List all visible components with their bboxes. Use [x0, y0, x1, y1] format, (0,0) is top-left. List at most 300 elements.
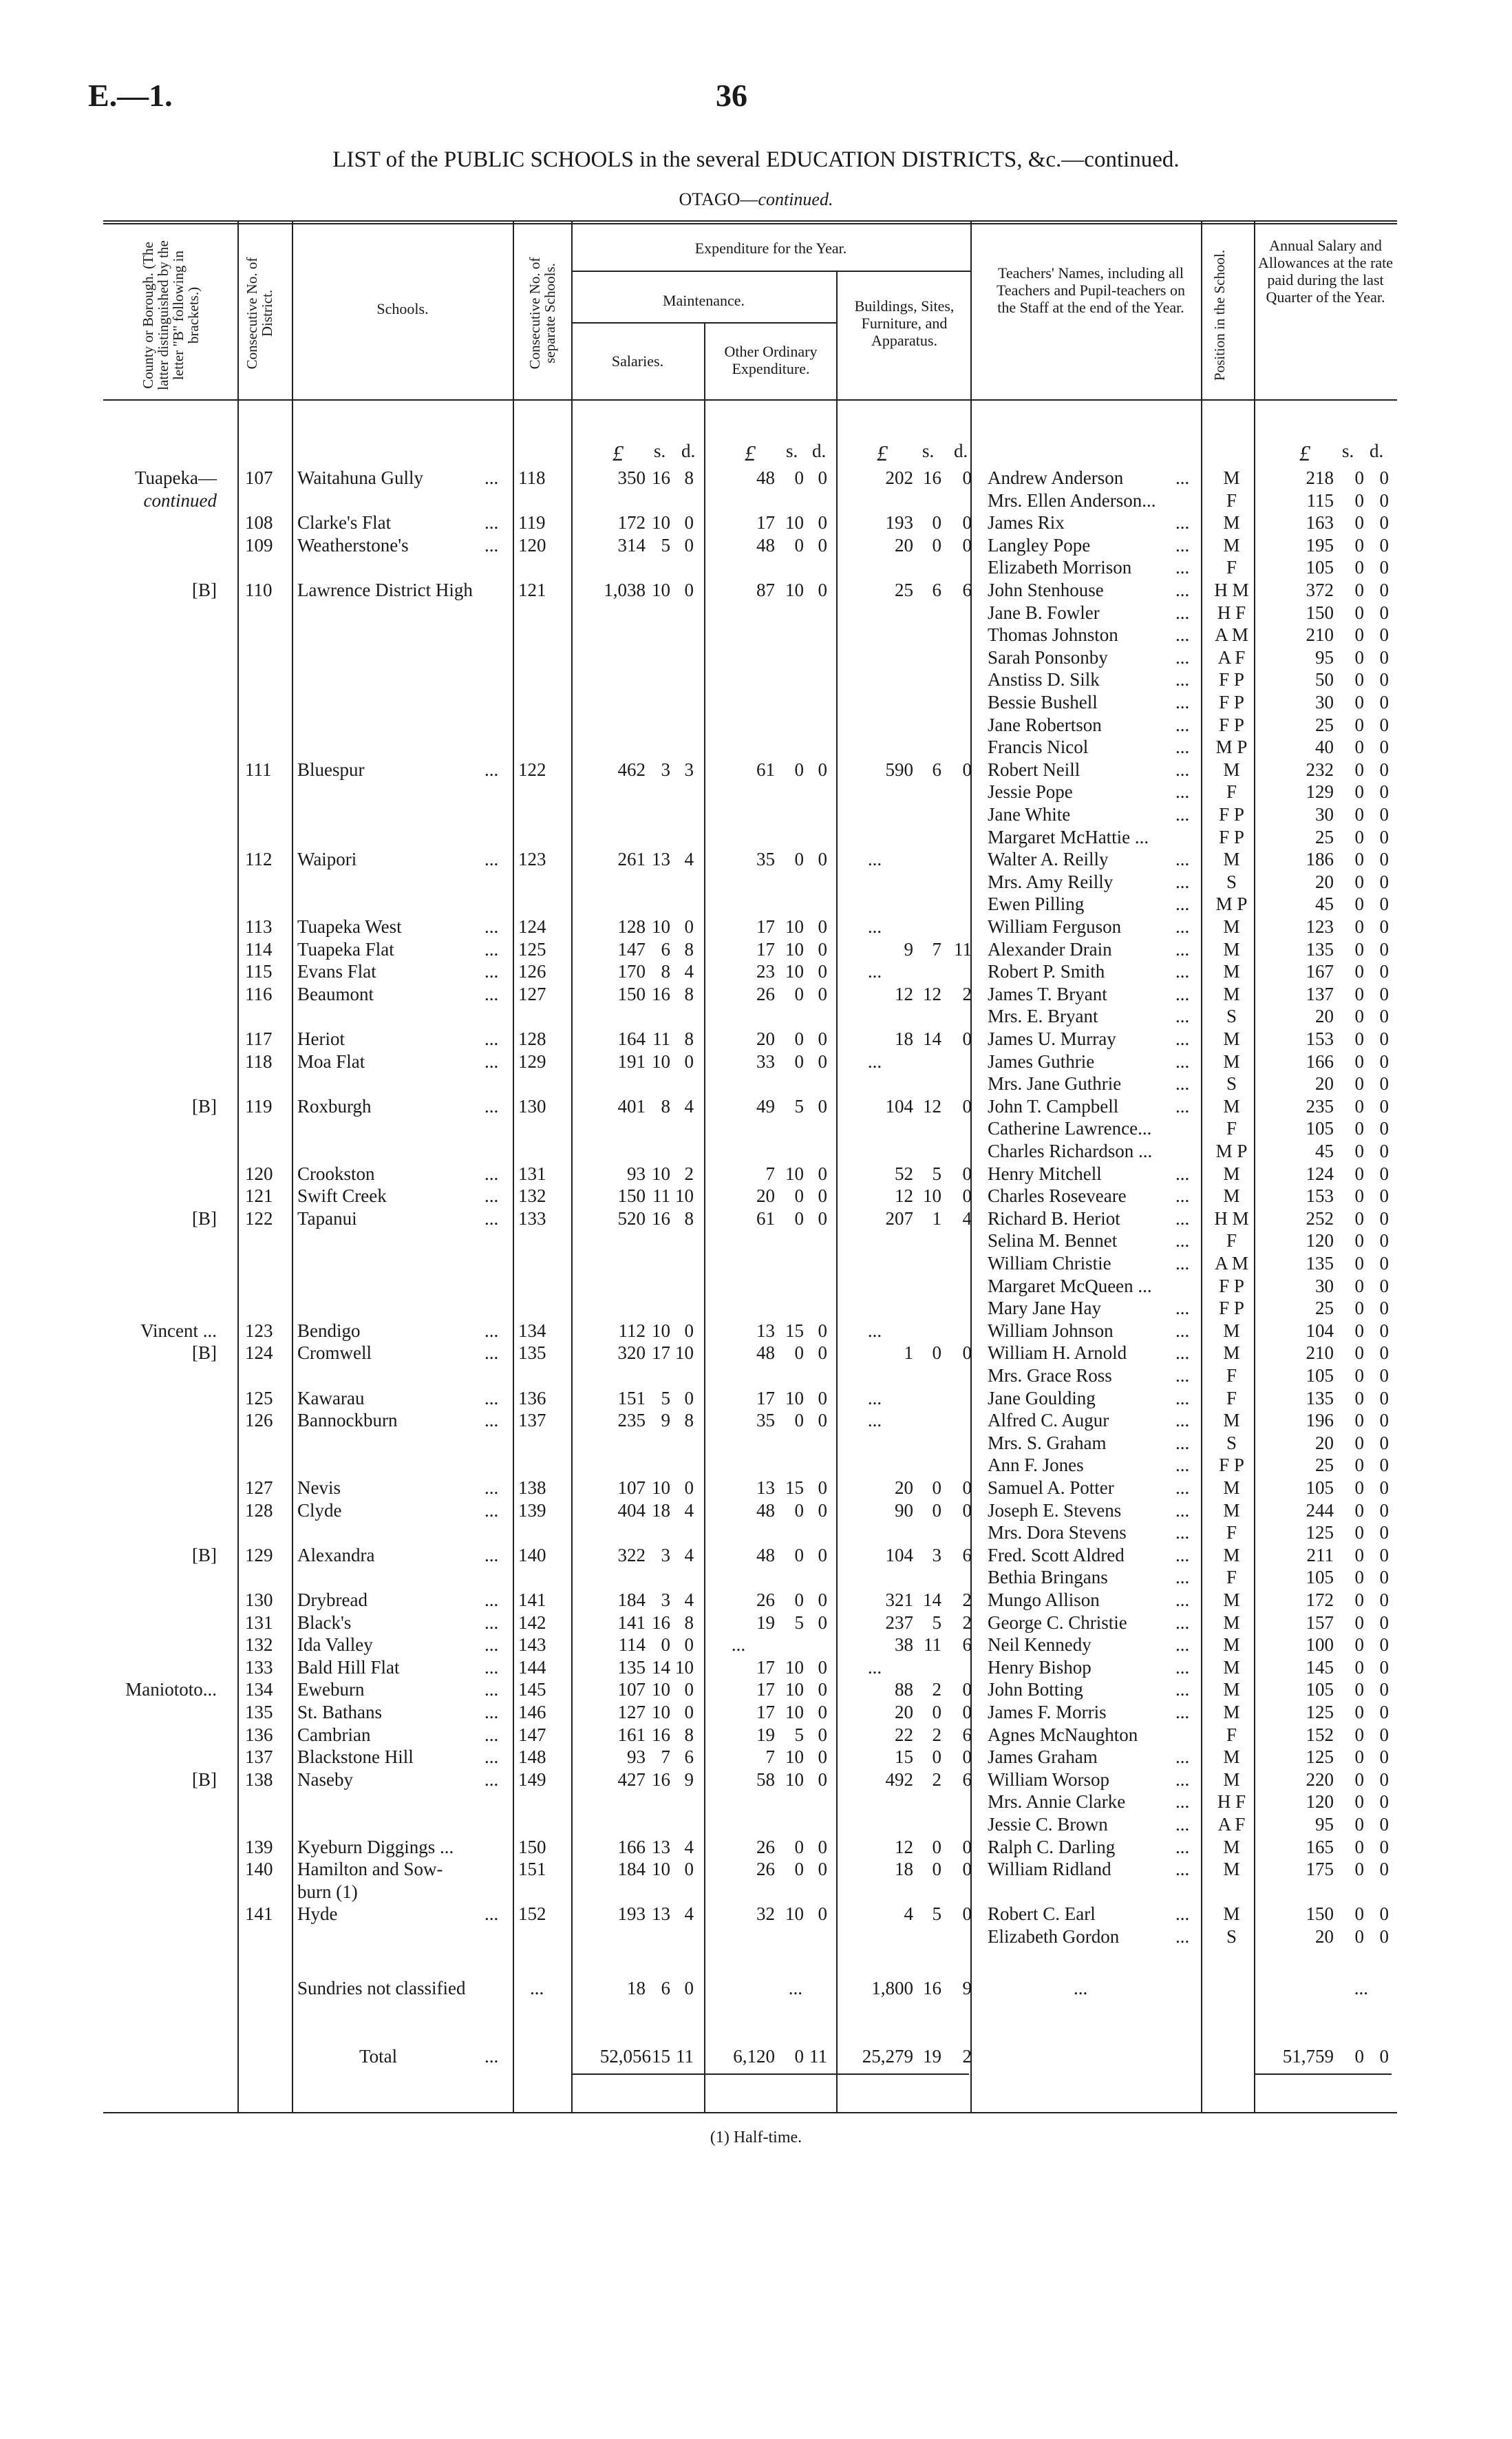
- other-expenditure-pounds: 26: [756, 1836, 775, 1857]
- other-expenditure-shillings: 10: [785, 1768, 804, 1790]
- total-buildings-pounds: 25,279: [862, 2046, 913, 2067]
- salary-shillings: 17: [652, 1342, 670, 1364]
- salary-pounds: 350: [617, 467, 646, 488]
- table-row: [0, 1364, 1512, 1386]
- sundries-salary-shillings: 6: [661, 1978, 670, 1998]
- buildings-pounds: 90: [895, 1499, 913, 1521]
- buildings-pence: 0: [962, 1095, 972, 1117]
- school-name: Cambrian: [297, 1724, 371, 1745]
- teacher-name: William Worsop: [988, 1768, 1109, 1790]
- school-leader-dots: ...: [485, 1612, 499, 1633]
- table-row: [0, 489, 1512, 511]
- buildings-pence: 6: [962, 1634, 972, 1656]
- other-expenditure-shillings: 0: [794, 534, 804, 556]
- table-row: [0, 602, 1512, 624]
- school-name: Swift Creek: [297, 1185, 387, 1207]
- salary-pounds: 135: [617, 1656, 646, 1678]
- annual-salary-shillings: 0: [1354, 580, 1364, 600]
- teacher-leader-dots: ...: [1175, 1455, 1190, 1476]
- teacher-name: William Christie: [988, 1253, 1111, 1274]
- teacher-leader-dots: ...: [1175, 602, 1190, 623]
- annual-salary-shillings: 0: [1354, 1567, 1364, 1588]
- position-code: S: [1226, 1073, 1237, 1095]
- salary-shillings: 10: [652, 1477, 670, 1498]
- annual-salary-pounds: 45: [1315, 1141, 1334, 1161]
- county-label: [B]: [192, 1207, 217, 1229]
- salary-pence: 8: [684, 1612, 694, 1633]
- teacher-leader-dots: ...: [1175, 894, 1190, 915]
- teacher-leader-dots: ...: [1175, 1768, 1190, 1790]
- annual-salary-shillings: 0: [1354, 1185, 1364, 1207]
- teacher-name: Francis Nicol: [988, 737, 1089, 758]
- buildings-pounds: 1: [904, 1342, 913, 1364]
- buildings-pence: 2: [962, 983, 972, 1004]
- buildings-pounds: 237: [885, 1612, 913, 1633]
- annual-salary-shillings: 0: [1354, 714, 1364, 735]
- annual-salary-pounds: 45: [1315, 894, 1334, 915]
- school-leader-dots: ...: [485, 1679, 499, 1700]
- teacher-name: Jane Goulding: [988, 1387, 1096, 1408]
- position-code: F P: [1219, 804, 1244, 825]
- salary-pounds: 150: [617, 983, 646, 1004]
- teacher-leader-dots: ...: [1175, 1746, 1190, 1768]
- total-top-rule-right: [1254, 2073, 1392, 2075]
- unit-pence: d.: [681, 441, 696, 461]
- buildings-pence: 0: [962, 759, 972, 780]
- district-number: 120: [245, 1163, 273, 1184]
- school-name: Tuapeka Flat: [297, 938, 394, 960]
- salary-pounds: 93: [627, 1163, 646, 1184]
- annual-salary-pence: 0: [1379, 714, 1389, 735]
- buildings-shillings: 0: [932, 1342, 941, 1364]
- total-salary-pounds: 52,056: [599, 2046, 651, 2067]
- other-expenditure-shillings: 10: [785, 1656, 804, 1678]
- salary-pounds: 462: [617, 759, 646, 780]
- school-leader-dots: ...: [485, 1768, 499, 1790]
- school-leader-dots: ...: [485, 1163, 499, 1184]
- annual-salary-pence: 0: [1379, 1073, 1389, 1095]
- other-expenditure-pounds: 17: [756, 1656, 775, 1678]
- buildings-shillings: 12: [923, 983, 941, 1004]
- other-expenditure-pence: 0: [818, 1724, 827, 1745]
- annual-salary-pounds: 25: [1315, 1455, 1334, 1476]
- other-expenditure-pounds: 17: [756, 1702, 775, 1722]
- annual-salary-shillings: 0: [1354, 1320, 1364, 1341]
- teacher-name: Mrs. Grace Ross: [988, 1365, 1112, 1386]
- salary-pence: 0: [684, 534, 694, 556]
- annual-salary-pence: 0: [1379, 646, 1389, 668]
- sundries-teacher-blank: ...: [1074, 1978, 1088, 1998]
- teacher-leader-dots: ...: [1175, 1073, 1190, 1095]
- position-code: F: [1226, 1230, 1237, 1252]
- school-number: 137: [518, 1410, 546, 1431]
- table-row: [0, 1813, 1512, 1835]
- table-row: [0, 1297, 1512, 1319]
- annual-salary-pounds: 105: [1306, 557, 1334, 578]
- teacher-leader-dots: ...: [1175, 1298, 1190, 1319]
- school-leader-dots: ...: [485, 1702, 499, 1722]
- table-row: [0, 1387, 1512, 1409]
- annual-salary-pounds: 235: [1306, 1095, 1334, 1117]
- teacher-name: Jane B. Fowler: [988, 602, 1100, 623]
- school-number: 136: [518, 1387, 546, 1408]
- table-row: [0, 1005, 1512, 1027]
- table-row: [0, 1432, 1512, 1454]
- salary-pounds: 93: [627, 1746, 646, 1768]
- teacher-name: Andrew Anderson: [988, 467, 1124, 488]
- table-row: [0, 1701, 1512, 1723]
- teacher-name: Anstiss D. Silk: [988, 669, 1100, 690]
- salary-shillings: 10: [652, 512, 670, 534]
- table-row: [0, 1163, 1512, 1185]
- district-number: 136: [245, 1724, 273, 1745]
- school-name: Blackstone Hill: [297, 1746, 414, 1768]
- buildings-pounds: 202: [885, 467, 913, 488]
- salary-pounds: 193: [617, 1903, 646, 1925]
- teacher-name: Catherine Lawrence...: [988, 1118, 1152, 1139]
- sundries-row: [0, 1977, 1512, 1999]
- other-expenditure-pounds: 49: [756, 1095, 775, 1117]
- annual-salary-shillings: 0: [1354, 1410, 1364, 1431]
- position-code: A M: [1215, 624, 1248, 646]
- annual-salary-pounds: 232: [1306, 759, 1334, 780]
- total-label: Total: [359, 2046, 398, 2067]
- salary-pounds: 191: [617, 1050, 646, 1072]
- buildings-shillings: 0: [932, 1746, 941, 1768]
- annual-salary-pounds: 244: [1306, 1499, 1334, 1521]
- position-code: F: [1226, 1118, 1237, 1139]
- district-number: 119: [245, 1095, 273, 1117]
- other-expenditure-pence: 0: [818, 534, 827, 556]
- annual-salary-pence: 0: [1379, 1365, 1389, 1386]
- school-number: 144: [518, 1656, 546, 1678]
- annual-salary-pounds: 30: [1315, 804, 1334, 825]
- buildings-blank: ...: [867, 1387, 882, 1408]
- buildings-blank: ...: [867, 1320, 882, 1341]
- total-dots: ...: [485, 2046, 499, 2067]
- annual-salary-pence: 0: [1379, 1926, 1389, 1947]
- annual-salary-shillings: 0: [1354, 1028, 1364, 1049]
- school-name: Hyde: [297, 1903, 338, 1925]
- other-expenditure-pence: 0: [818, 983, 827, 1004]
- buildings-shillings: 11: [924, 1634, 941, 1656]
- annual-salary-shillings: 0: [1354, 1477, 1364, 1498]
- position-code: F P: [1219, 669, 1244, 690]
- teacher-name: Mary Jane Hay: [988, 1298, 1101, 1319]
- position-code: M: [1223, 1477, 1240, 1498]
- annual-salary-pounds: 25: [1315, 714, 1334, 735]
- table-top-rule: [103, 220, 1397, 222]
- table-row: [0, 714, 1512, 736]
- teacher-name: William H. Arnold: [988, 1342, 1127, 1364]
- annual-salary-shillings: 0: [1354, 781, 1364, 803]
- salary-pence: 0: [684, 1702, 694, 1722]
- school-name: Black's: [297, 1612, 352, 1633]
- sundries-buildings-pounds: 1,800: [871, 1978, 913, 1998]
- county-label: [B]: [192, 1342, 217, 1364]
- annual-salary-pence: 0: [1379, 894, 1389, 915]
- annual-salary-pence: 0: [1379, 1567, 1389, 1588]
- table-row: [0, 1746, 1512, 1768]
- annual-salary-pence: 0: [1379, 1612, 1389, 1633]
- teacher-leader-dots: ...: [1175, 1028, 1190, 1049]
- teacher-leader-dots: ...: [1175, 1006, 1190, 1027]
- total-annual-shillings: 0: [1354, 2046, 1364, 2067]
- annual-salary-pence: 0: [1379, 602, 1389, 623]
- school-number: 147: [518, 1724, 546, 1745]
- salary-pence: 4: [684, 1590, 694, 1610]
- school-name: Waipori: [297, 849, 357, 870]
- buildings-shillings: 0: [932, 1859, 941, 1880]
- teacher-name: Robert P. Smith: [988, 961, 1105, 982]
- teacher-name: John Stenhouse: [988, 580, 1104, 600]
- other-expenditure-pounds: 26: [756, 1859, 775, 1880]
- teacher-name: Ralph C. Darling: [988, 1836, 1116, 1857]
- annual-salary-pounds: 30: [1315, 1275, 1334, 1296]
- teacher-name: James F. Morris: [988, 1702, 1107, 1722]
- salary-shillings: 16: [652, 467, 670, 488]
- annual-salary-pounds: 150: [1306, 1903, 1334, 1925]
- annual-salary-pence: 0: [1379, 1656, 1389, 1678]
- annual-salary-pounds: 129: [1306, 781, 1334, 803]
- buildings-pence: 0: [962, 1746, 972, 1768]
- salary-pence: 6: [684, 1746, 694, 1768]
- annual-salary-pence: 0: [1379, 580, 1389, 600]
- county-continued: continued: [143, 489, 217, 511]
- salary-shillings: 16: [652, 1768, 670, 1790]
- annual-salary-shillings: 0: [1354, 1118, 1364, 1139]
- position-code: F: [1226, 1567, 1237, 1588]
- salary-pence: 4: [684, 849, 694, 870]
- buildings-pounds: 590: [885, 759, 913, 780]
- district-number: 140: [245, 1859, 273, 1880]
- table-row: [0, 1207, 1512, 1229]
- salary-pence: 0: [684, 1477, 694, 1498]
- district-number: 115: [245, 961, 273, 982]
- other-expenditure-shillings: 0: [794, 983, 804, 1004]
- teacher-leader-dots: ...: [1175, 557, 1190, 578]
- other-expenditure-shillings: 10: [785, 1679, 804, 1700]
- annual-salary-pence: 0: [1379, 1836, 1389, 1857]
- sundries-buildings-pence: 9: [962, 1978, 972, 1998]
- school-number: 133: [518, 1207, 546, 1229]
- annual-salary-shillings: 0: [1354, 961, 1364, 982]
- table-row: [0, 579, 1512, 601]
- district-number: 129: [245, 1544, 273, 1565]
- annual-salary-shillings: 0: [1354, 759, 1364, 780]
- annual-salary-shillings: 0: [1354, 1679, 1364, 1700]
- annual-salary-pence: 0: [1379, 1859, 1389, 1880]
- school-name: Moa Flat: [297, 1050, 365, 1072]
- buildings-shillings: 7: [932, 938, 941, 960]
- buildings-pounds: 9: [904, 938, 913, 960]
- annual-salary-pence: 0: [1379, 938, 1389, 960]
- other-expenditure-pence: 0: [818, 1702, 827, 1722]
- salary-pounds: 166: [617, 1836, 646, 1857]
- table-row: [0, 759, 1512, 781]
- annual-salary-pounds: 40: [1315, 737, 1334, 758]
- salary-pounds: 184: [617, 1590, 646, 1610]
- school-number: 128: [518, 1028, 546, 1049]
- table-row: [0, 1320, 1512, 1342]
- buildings-shillings: 14: [923, 1590, 941, 1610]
- buildings-shillings: 16: [923, 467, 941, 488]
- school-name: Tuapeka West: [297, 916, 402, 937]
- other-expenditure-pounds: 20: [756, 1185, 775, 1207]
- annual-salary-shillings: 0: [1354, 1791, 1364, 1813]
- header-other-expenditure: Other Ordinary Expenditure.: [724, 343, 818, 377]
- annual-salary-shillings: 0: [1354, 1746, 1364, 1768]
- position-code: M: [1223, 1903, 1240, 1925]
- other-expenditure-shillings: 10: [785, 1702, 804, 1722]
- school-leader-dots: ...: [485, 1544, 499, 1565]
- annual-salary-shillings: 0: [1354, 489, 1364, 511]
- buildings-pence: 2: [962, 1612, 972, 1633]
- school-number: 151: [518, 1859, 546, 1880]
- other-expenditure-pence: 0: [818, 512, 827, 534]
- annual-salary-pence: 0: [1379, 624, 1389, 646]
- other-expenditure-pounds: 23: [756, 961, 775, 982]
- teacher-name: Jane White: [988, 804, 1071, 825]
- table-row: [0, 848, 1512, 870]
- total-buildings-pence: 2: [962, 2046, 972, 2067]
- unit-pound: £: [877, 441, 888, 465]
- teacher-name: Elizabeth Morrison: [988, 557, 1132, 578]
- expenditure-rule: [571, 271, 970, 272]
- annual-salary-pounds: 195: [1306, 534, 1334, 556]
- table-row: [0, 916, 1512, 938]
- table-row: [0, 1566, 1512, 1588]
- school-number: 148: [518, 1746, 546, 1768]
- annual-salary-pounds: 135: [1306, 938, 1334, 960]
- position-code: M: [1223, 1859, 1240, 1880]
- table-row: [0, 1858, 1512, 1880]
- teacher-leader-dots: ...: [1175, 1836, 1190, 1857]
- position-code: M: [1223, 961, 1240, 982]
- annual-salary-pence: 0: [1379, 961, 1389, 982]
- annual-salary-pounds: 135: [1306, 1253, 1334, 1274]
- annual-salary-pence: 0: [1379, 1679, 1389, 1700]
- annual-salary-pence: 0: [1379, 1410, 1389, 1431]
- other-expenditure-pence: 0: [818, 1095, 827, 1117]
- buildings-pounds: 492: [885, 1768, 913, 1790]
- salary-pence: 0: [684, 916, 694, 937]
- annual-salary-pounds: 124: [1306, 1163, 1334, 1184]
- school-name: Bannockburn: [297, 1410, 398, 1431]
- teacher-name: Fred. Scott Aldred: [988, 1544, 1125, 1565]
- teacher-name: Langley Pope: [988, 534, 1091, 556]
- buildings-shillings: 0: [932, 1702, 941, 1722]
- table-row: [0, 1409, 1512, 1431]
- salary-pounds: 128: [617, 916, 646, 937]
- annual-salary-shillings: 0: [1354, 1365, 1364, 1386]
- salary-pence: 8: [684, 938, 694, 960]
- table-row: [0, 1185, 1512, 1207]
- buildings-shillings: 2: [932, 1679, 941, 1700]
- school-leader-dots: ...: [485, 759, 499, 780]
- other-expenditure-pence: 0: [818, 1590, 827, 1610]
- teacher-name: Mrs. Ellen Anderson...: [988, 489, 1156, 511]
- annual-salary-pence: 0: [1379, 1028, 1389, 1049]
- header-district-no: Consecutive No. of District.: [244, 257, 275, 370]
- district-number: 127: [245, 1477, 273, 1498]
- annual-salary-pence: 0: [1379, 1163, 1389, 1184]
- other-expenditure-shillings: 10: [785, 1903, 804, 1925]
- school-name: Tapanui: [297, 1207, 357, 1229]
- salary-pence: 3: [684, 759, 694, 780]
- district-number: 131: [245, 1612, 273, 1633]
- table-row: [0, 1925, 1512, 1947]
- annual-salary-pounds: 165: [1306, 1836, 1334, 1857]
- annual-salary-pounds: 105: [1306, 1477, 1334, 1498]
- table-row: [0, 983, 1512, 1005]
- teacher-name: Robert Neill: [988, 759, 1080, 780]
- teacher-name: Mrs. Jane Guthrie: [988, 1073, 1122, 1095]
- annual-salary-pounds: 95: [1315, 1814, 1334, 1835]
- unit-pence: d.: [812, 441, 827, 461]
- teacher-name: James Graham: [988, 1746, 1098, 1768]
- school-name: Cromwell: [297, 1342, 372, 1364]
- district-number: 125: [245, 1387, 273, 1408]
- annual-salary-pounds: 210: [1306, 624, 1334, 646]
- position-code: M: [1223, 1342, 1240, 1364]
- salary-pounds: 147: [617, 938, 646, 960]
- buildings-pounds: 12: [895, 1836, 913, 1857]
- annual-salary-pence: 0: [1379, 1477, 1389, 1498]
- annual-salary-shillings: 0: [1354, 1342, 1364, 1364]
- school-name: Heriot: [297, 1028, 345, 1049]
- annual-salary-pounds: 167: [1306, 961, 1334, 982]
- position-code: F P: [1219, 714, 1244, 735]
- other-expenditure-pounds: 17: [756, 1387, 775, 1408]
- table-row: [0, 1544, 1512, 1566]
- annual-salary-pounds: 30: [1315, 692, 1334, 712]
- table-row: [0, 1656, 1512, 1678]
- salary-pence: 8: [684, 1724, 694, 1745]
- table-top-rule-inner: [103, 223, 1397, 224]
- buildings-pence: 0: [962, 1702, 972, 1722]
- teacher-leader-dots: ...: [1175, 624, 1190, 646]
- position-code: M: [1223, 1746, 1240, 1768]
- total-annual-pounds: 51,759: [1282, 2046, 1334, 2067]
- teacher-name: Thomas Johnston: [988, 624, 1118, 646]
- teacher-leader-dots: ...: [1175, 849, 1190, 870]
- other-expenditure-shillings: 10: [785, 1746, 804, 1768]
- table-row: [0, 803, 1512, 825]
- annual-salary-pounds: 120: [1306, 1230, 1334, 1252]
- annual-salary-pounds: 372: [1306, 580, 1334, 600]
- salary-pounds: 107: [617, 1477, 646, 1498]
- other-expenditure-pounds: 20: [756, 1028, 775, 1049]
- school-leader-dots: ...: [485, 467, 499, 488]
- district-number: 111: [245, 759, 272, 780]
- school-number: 126: [518, 961, 546, 982]
- school-leader-dots: ...: [485, 983, 499, 1004]
- table-row: [0, 646, 1512, 668]
- district-number: 133: [245, 1656, 273, 1678]
- annual-salary-shillings: 0: [1354, 1207, 1364, 1229]
- county-label: [B]: [192, 1544, 217, 1565]
- other-expenditure-pounds: 58: [756, 1768, 775, 1790]
- salary-pence: 10: [675, 1185, 694, 1207]
- position-code: A F: [1217, 1814, 1246, 1835]
- position-code: A M: [1215, 1253, 1248, 1274]
- annual-salary-shillings: 0: [1354, 826, 1364, 847]
- teacher-leader-dots: ...: [1175, 1253, 1190, 1274]
- total-top-rule: [571, 2073, 969, 2075]
- teacher-name: Bessie Bushell: [988, 692, 1098, 712]
- annual-salary-pounds: 120: [1306, 1791, 1334, 1813]
